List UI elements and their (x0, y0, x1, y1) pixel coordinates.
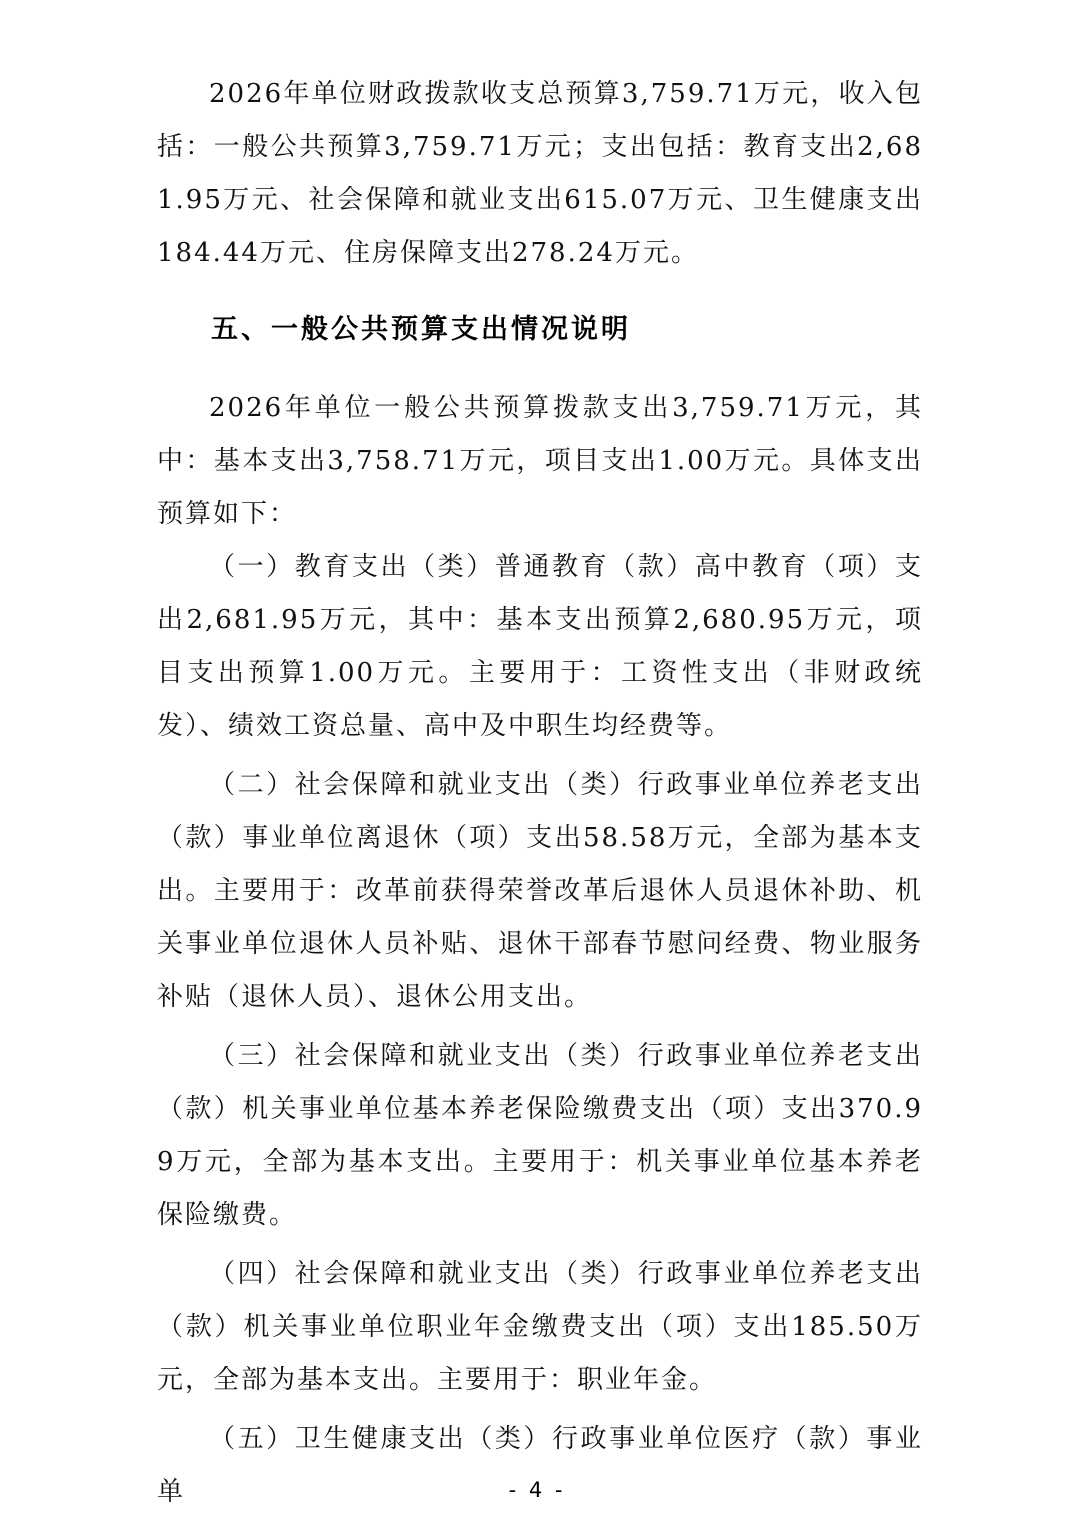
paragraph-fiscal-appropriation-summary: 2026年单位财政拨款收支总预算3,759.71万元，收入包括：一般公共预算3,759.71万元；支出包括：教育支出2,681.95万元、社会保障和就业支出615.07万元、卫生健康支出184.44万元、住房保障支出278.24万元。 (157, 79, 923, 268)
page-number: - 4 - (508, 1478, 566, 1502)
paragraph-item-3-basic-pension-contribution: （三）社会保障和就业支出（类）行政事业单位养老支出（款）机关事业单位基本养老保险缴费支出（项）支出370.99万元，全部为基本支出。主要用于：机关事业单位基本养老保险缴费。 (157, 1041, 923, 1230)
document-body (157, 68, 923, 1519)
section-heading-general-public-budget-expenditure: 五、一般公共预算支出情况说明 (211, 314, 631, 345)
paragraph-item-2-social-security-retirement: （二）社会保障和就业支出（类）行政事业单位养老支出（款）事业单位离退休（项）支出58.58万元，全部为基本支出。主要用于：改革前获得荣誉改革后退休人员退休补助、机关事业单位退休人员补贴、退休干部春节慰问经费、物业服务补贴（退休人员）、退休公用支出。 (157, 770, 923, 1012)
paragraph-item-5-health-truncated: （五）卫生健康支出（类）行政事业单位医疗（款）事业单 (157, 1424, 923, 1507)
paragraph-item-4-occupational-annuity: （四）社会保障和就业支出（类）行政事业单位养老支出（款）机关事业单位职业年金缴费支出（项）支出185.50万元，全部为基本支出。主要用于：职业年金。 (157, 1259, 923, 1395)
paragraph-item-1-education: （一）教育支出（类）普通教育（款）高中教育（项）支出2,681.95万元，其中：基本支出预算2,680.95万元，项目支出预算1.00万元。主要用于：工资性支出（非财政统发）、绩效工资总量、高中及中职生均经费等。 (157, 552, 923, 741)
paragraph-expenditure-overview: 2026年单位一般公共预算拨款支出3,759.71万元，其中：基本支出3,758.71万元，项目支出1.00万元。具体支出预算如下： (157, 393, 923, 529)
